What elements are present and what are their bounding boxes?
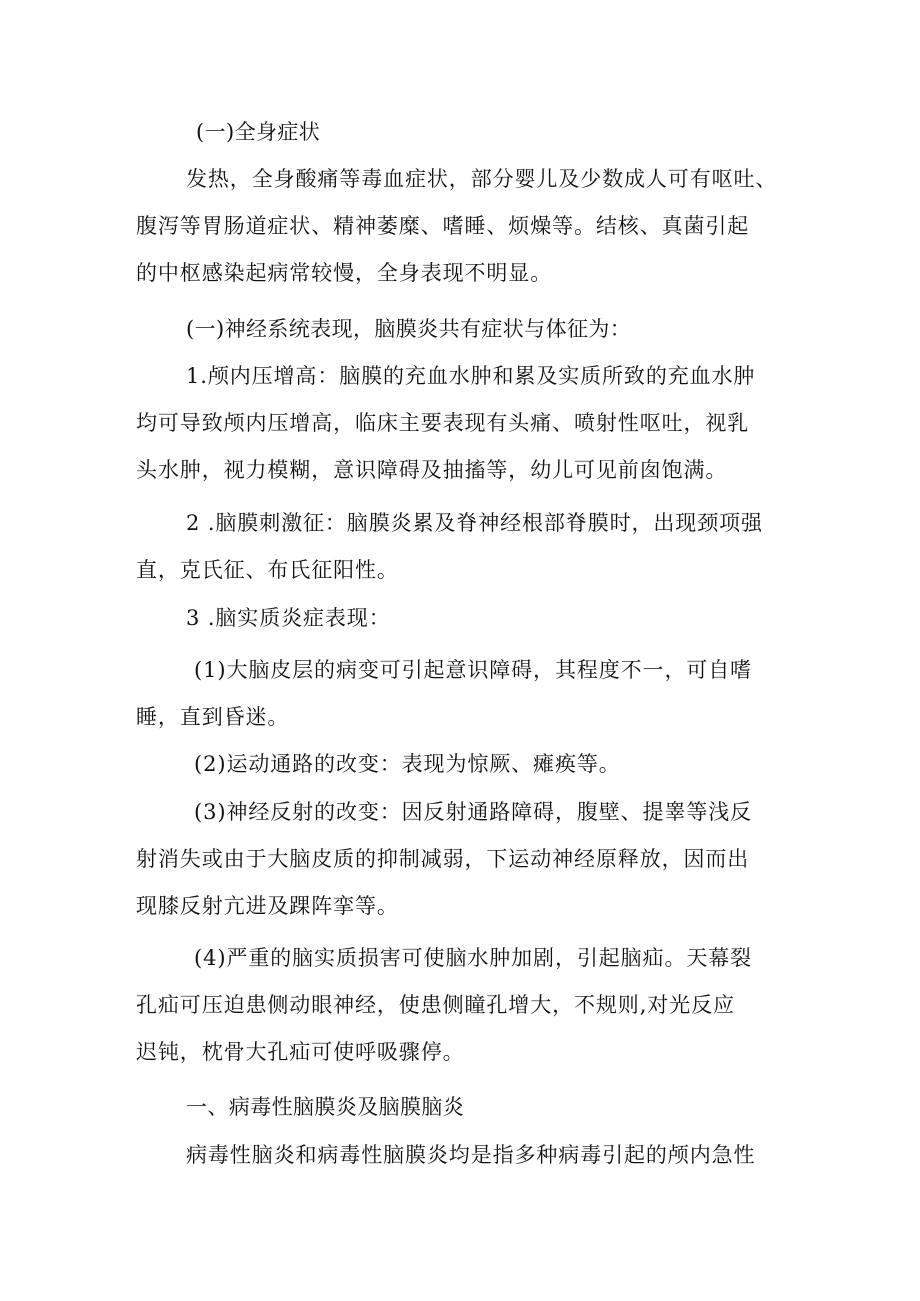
list-item-continuation: 射消失或由于大脑皮质的抑制减弱，下运动神经原释放，因而出 — [136, 847, 750, 871]
section-heading-viral-meningitis: 一、病毒性脑膜炎及脑膜脑炎 — [186, 1095, 465, 1119]
paragraph-line: 发热，全身酸痛等毒血症状，部分婴儿及少数成人可有呕吐、 — [186, 167, 778, 191]
section-heading-systemic-symptoms: (一)全身症状 — [196, 120, 321, 144]
paragraph-line: 2 .脑膜刺激征：脑膜炎累及脊神经根部脊膜时，出现颈项强 — [186, 511, 763, 535]
list-item: (4)严重的脑实质损害可使脑水肿加剧，引起脑疝。天幕裂 — [194, 946, 753, 970]
paragraph-line: 直，克氏征、布氏征阳性。 — [136, 558, 399, 582]
list-item: (2)运动通路的改变：表现为惊厥、瘫痪等。 — [194, 752, 621, 776]
paragraph-line: 病毒性脑炎和病毒性脑膜炎均是指多种病毒引起的颅内急性 — [186, 1143, 756, 1167]
section-heading-neurological: (一)神经系统表现，脑膜炎共有症状与体征为： — [186, 317, 632, 341]
paragraph-line: 头水肿，视力模糊，意识障碍及抽搐等，幼儿可见前囱饱满。 — [136, 458, 728, 482]
paragraph-line: 1.颅内压增高：脑膜的充血水肿和累及实质所致的充血水肿 — [186, 364, 756, 388]
paragraph-line: 3 .脑实质炎症表现： — [186, 606, 391, 630]
list-item-continuation: 现膝反射亢进及踝阵挛等。 — [136, 894, 399, 918]
list-item-continuation: 迟钝，枕骨大孔疝可使呼吸骤停。 — [136, 1040, 465, 1064]
list-item: (1)大脑皮层的病变可引起意识障碍，其程度不一，可自嗜 — [194, 658, 753, 682]
list-item-continuation: 睡，直到昏迷。 — [136, 705, 290, 729]
list-item: (3)神经反射的改变：因反射通路障碍，腹壁、提睾等浅反 — [194, 800, 753, 824]
paragraph-line: 均可导致颅内压增高，临床主要表现有头痛、喷射性呕吐，视乳 — [136, 411, 750, 435]
paragraph-line: 的中枢感染起病常较慢，全身表现不明显。 — [136, 261, 553, 285]
list-item-continuation: 孔疝可压迫患侧动眼神经，使患侧瞳孔增大，不规则,对光反应 — [136, 993, 735, 1017]
paragraph-line: 腹泻等胃肠道症状、精神萎糜、嗜睡、烦燥等。结核、真菌引起 — [136, 214, 750, 238]
